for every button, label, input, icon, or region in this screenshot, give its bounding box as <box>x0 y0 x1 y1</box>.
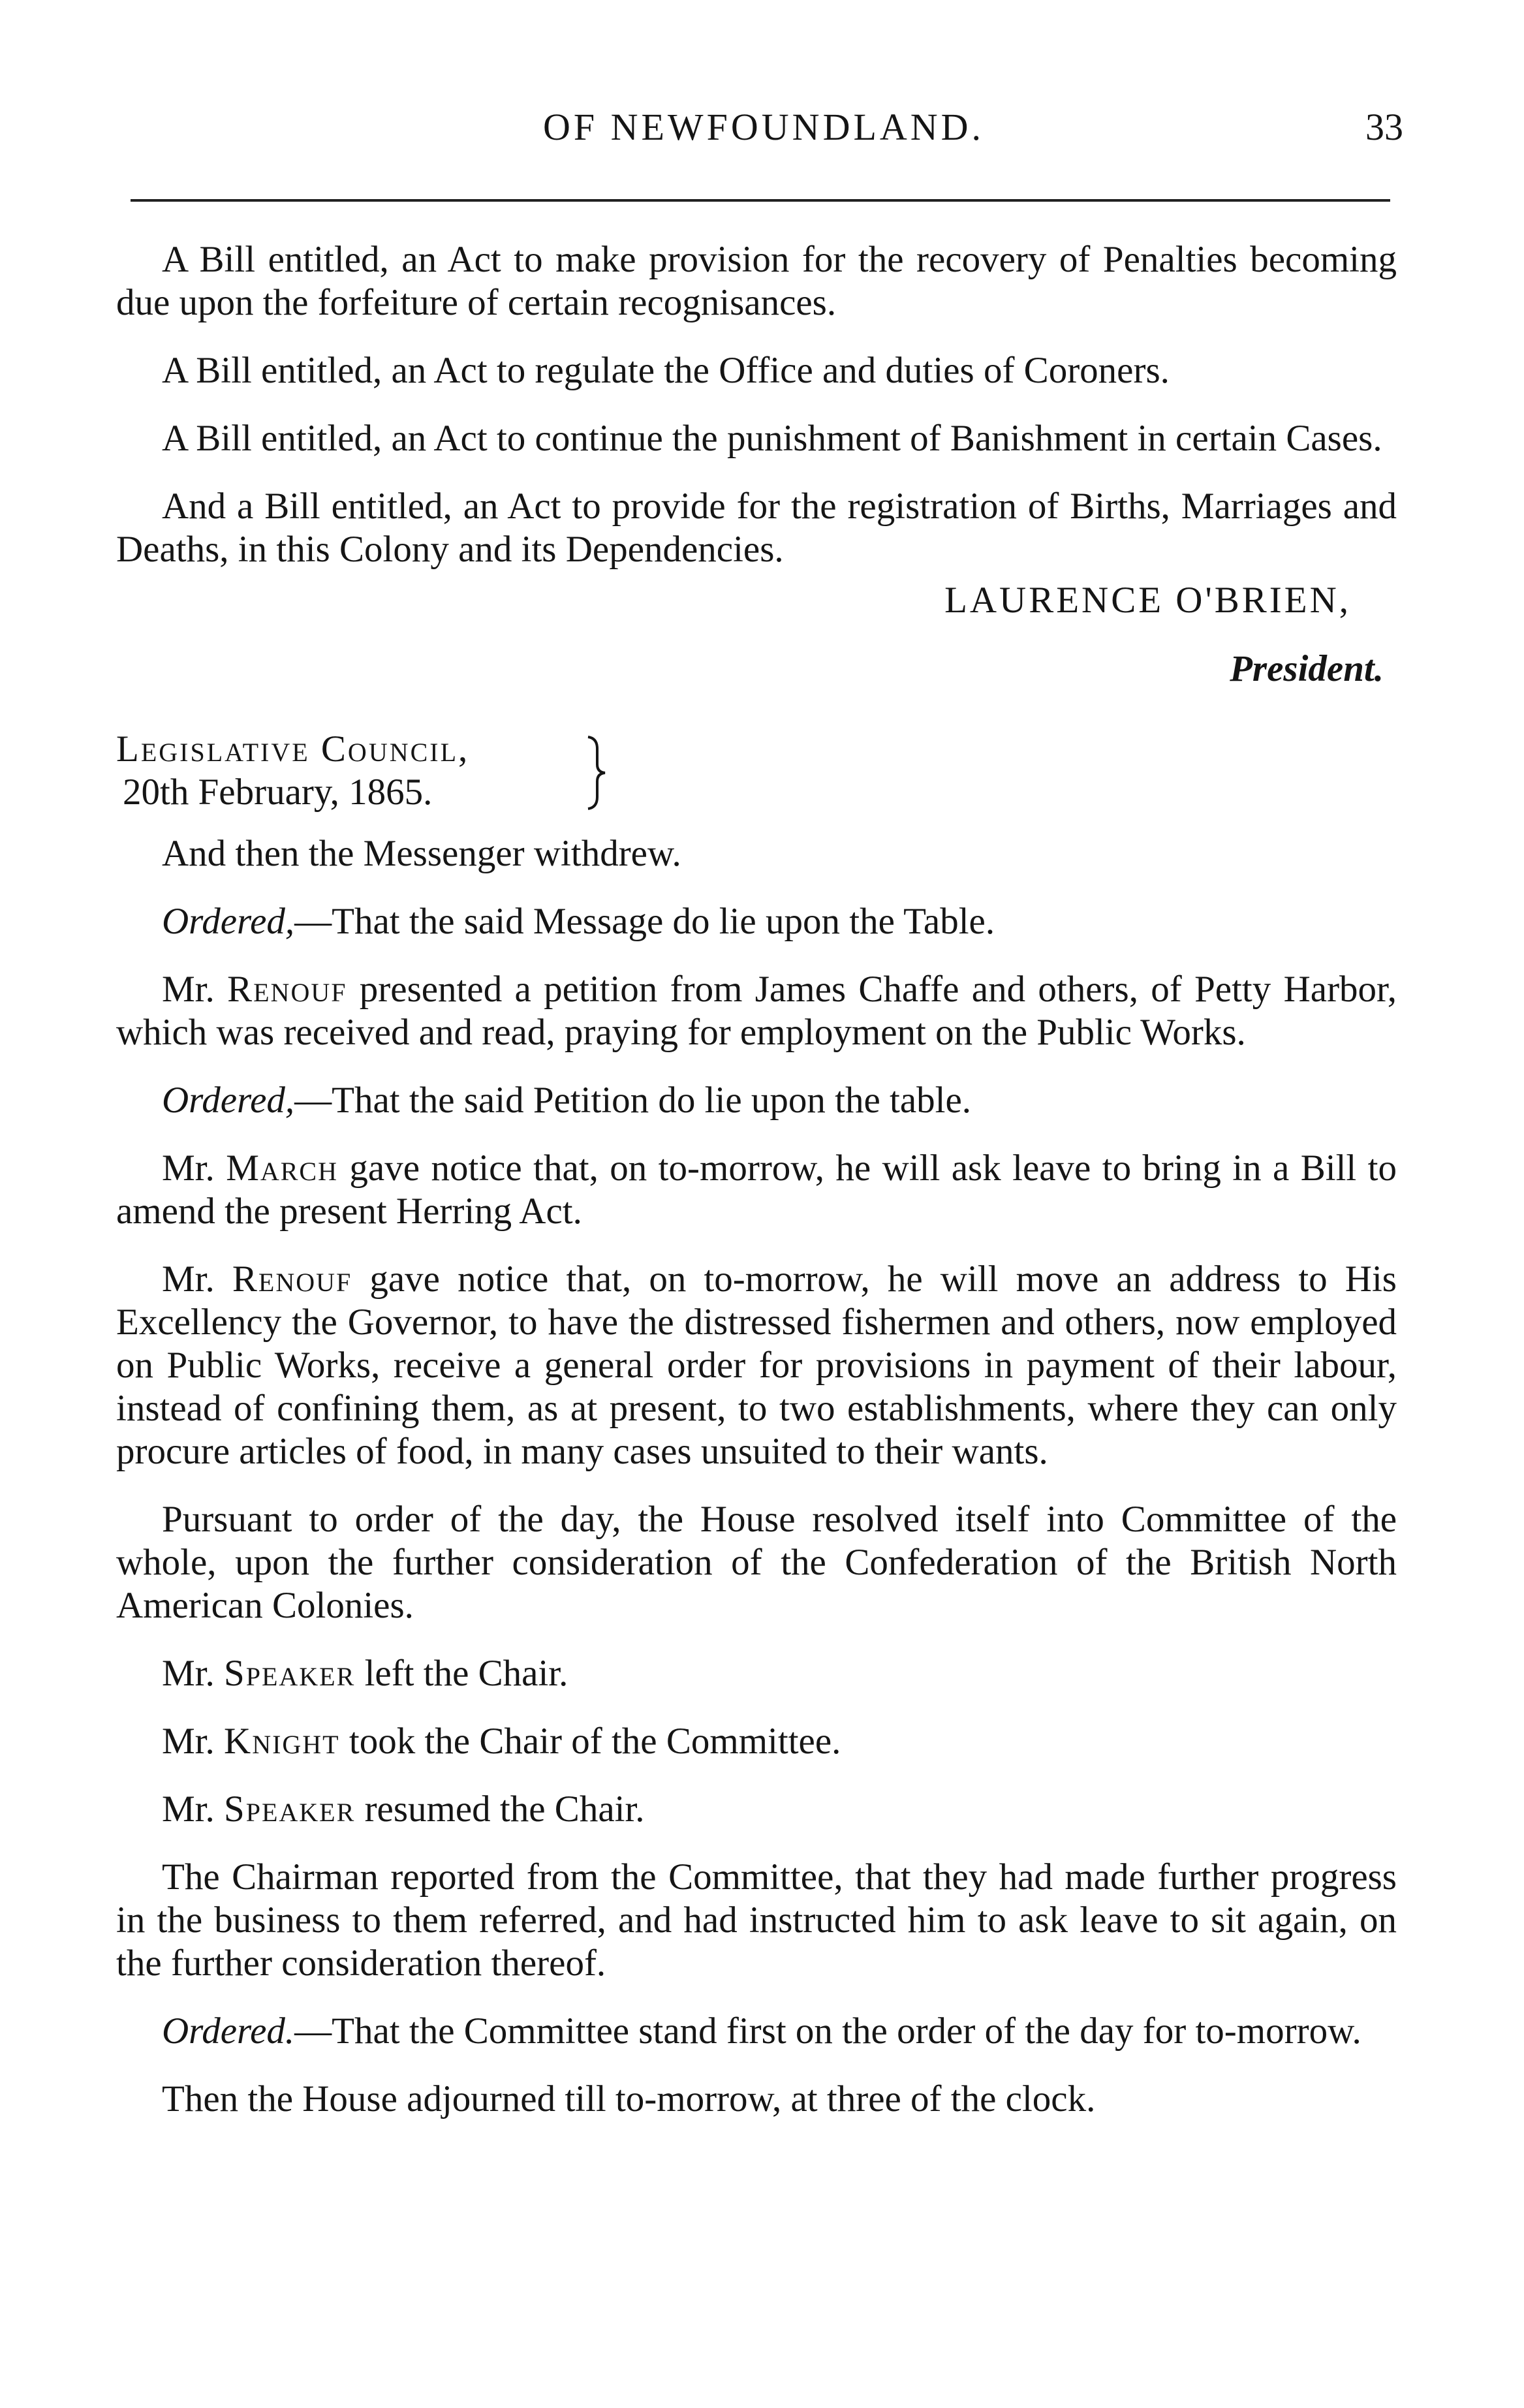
running-title: OF NEWFOUNDLAND. <box>542 106 985 148</box>
notice-paragraph <box>116 1147 1397 1233</box>
bill-paragraph: And a Bill entitled, an Act to provide for the registration of Births, Marriages and Deaths, in this Colony and its Dependencies. <box>116 486 1397 570</box>
petition-paragraph <box>116 968 1397 1054</box>
committee-paragraph: Pursuant to order of the day, the House resolved itself into Committee of the whole, upon the further consideration of the Confederation of the British North American Colonies. <box>116 1499 1397 1626</box>
dateline <box>116 728 625 819</box>
member-name: March <box>226 1148 339 1189</box>
notice-paragraph <box>116 1258 1397 1473</box>
bill-paragraph: A Bill entitled, an Act to make provision for the recovery of Penalties becoming due upon the forfeiture of certain recognisances. <box>116 239 1397 323</box>
dateline-date: 20th February, 1865. <box>123 772 433 813</box>
member-name: Speaker <box>224 1653 356 1694</box>
order-paragraph <box>116 900 1397 943</box>
notice-text: gave notice that, on to-morrow, he will move an address to His Excellency the Governor, to have the distressed fishermen and others, now employed on Public Works, receive a general order for provisions in payment of their labour, instead of confining them, as at present, to two establishments, where they can only procure articles of food, in many cases unsuited to their wants. <box>116 1259 1397 1472</box>
member-name: Renouf <box>232 1259 352 1300</box>
bill-paragraph: A Bill entitled, an Act to regulate the Office and duties of Coroners. <box>162 350 1170 391</box>
title-prefix: Mr. <box>162 1789 225 1830</box>
title-prefix: Mr. <box>162 1653 225 1694</box>
bill-paragraph: A Bill entitled, an Act to continue the punishment of Banishment in certain Cases. <box>162 418 1382 459</box>
signature-name: LAURENCE O'BRIEN, <box>944 580 1351 621</box>
chair-paragraph <box>116 1720 1397 1763</box>
order-text: —That the Committee stand first on the order of the day for to-morrow. <box>294 2010 1361 2052</box>
order-paragraph <box>116 1079 1397 1122</box>
petition-text: presented a petition from James Chaffe and others, of Petty Harbor, which was received and read, praying for employment on the Public Works. <box>116 969 1397 1053</box>
dateline-place: Legislative Council, <box>116 728 470 770</box>
chair-text: left the Chair. <box>355 1653 568 1694</box>
header-rule <box>131 199 1390 202</box>
page-body <box>116 238 1397 2121</box>
order-text: —That the said Petition do lie upon the table. <box>294 1080 972 1121</box>
page-number: 33 <box>1365 106 1403 148</box>
title-prefix: Mr. <box>162 1259 232 1300</box>
adjournment-paragraph: Then the House adjourned till to-morrow, at three of the clock. <box>162 2078 1096 2119</box>
chair-paragraph <box>116 1652 1397 1695</box>
chair-text: resumed the Chair. <box>355 1789 645 1830</box>
order-label: Ordered. <box>162 2010 295 2052</box>
title-prefix: Mr. <box>162 1148 226 1189</box>
member-name: Speaker <box>224 1789 356 1830</box>
chair-text: took the Chair of the Committee. <box>339 1721 841 1762</box>
brace-icon <box>583 734 609 811</box>
chair-paragraph <box>116 1788 1397 1831</box>
title-prefix: Mr. <box>162 1721 225 1762</box>
page-header <box>124 98 1403 157</box>
order-label: Ordered, <box>162 1080 295 1121</box>
title-prefix: Mr. <box>162 969 228 1010</box>
messenger-paragraph: And then the Messenger withdrew. <box>162 833 681 874</box>
signature-title: President. <box>1230 648 1384 689</box>
member-name: Renouf <box>227 969 347 1010</box>
order-paragraph <box>116 2010 1397 2053</box>
order-text: —That the said Message do lie upon the Table. <box>294 901 995 942</box>
report-paragraph: The Chairman reported from the Committee, that they had made further progress in the business to them referred, and had instructed him to ask leave to sit again, on the further consideration thereof. <box>116 1856 1397 1984</box>
order-label: Ordered, <box>162 901 295 942</box>
member-name: Knight <box>224 1721 340 1762</box>
notice-text: gave notice that, on to-morrow, he will ask leave to bring in a Bill to amend the present Herring Act. <box>116 1148 1397 1232</box>
